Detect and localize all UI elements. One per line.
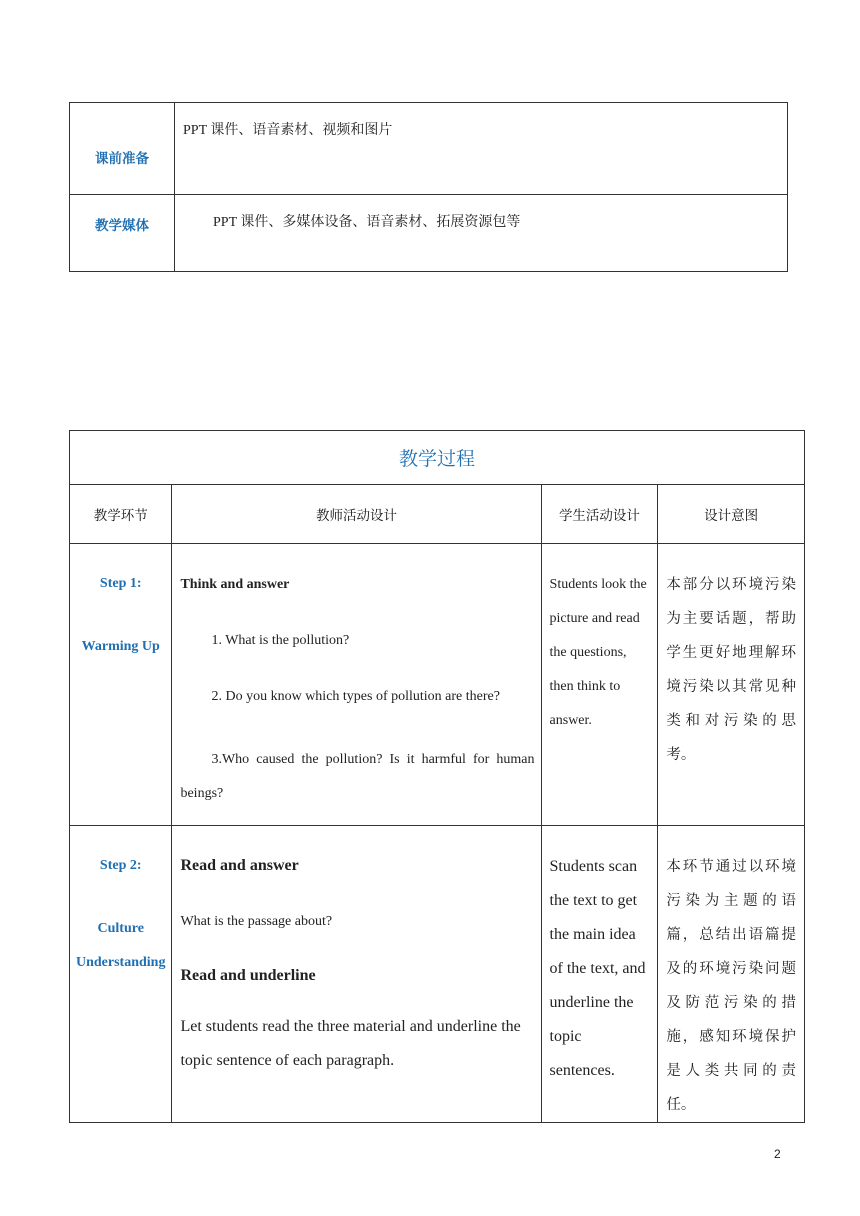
prep-table xyxy=(69,102,788,272)
step1-student xyxy=(541,544,658,826)
step1-stage xyxy=(70,544,172,826)
step1-number: Step 1: xyxy=(99,576,142,591)
step2-teacher xyxy=(172,826,541,1123)
step2-teacher-title-1: Read and answer xyxy=(180,857,299,874)
prep-row-materials xyxy=(70,103,788,195)
step2-instruction: Let students read the three material and underline the topic sentence of each paragraph. xyxy=(180,1018,521,1069)
step2-intent-text: 本环节通过以环境污染为主题的语篇，总结出语篇提及的环境污染问题及防范污染的措施，感知环境保护是人类共同的责任。 xyxy=(666,859,796,1113)
step2-teacher-title-2: Read and underline xyxy=(180,967,316,984)
media-value-text: PPT 课件、多媒体设备、语音素材、拓展资源包等 xyxy=(213,215,521,230)
process-table xyxy=(69,430,805,1123)
step1-question-2: 2. Do you know which types of pollution are there? xyxy=(211,689,500,704)
prep-value-text: PPT 课件、语音素材、视频和图片 xyxy=(183,123,393,138)
step1-row xyxy=(70,544,805,826)
step2-question: What is the passage about? xyxy=(180,914,333,929)
step1-teacher xyxy=(172,544,541,826)
prep-label xyxy=(70,103,175,195)
prep-row-media xyxy=(70,195,788,272)
step2-student xyxy=(541,826,658,1123)
step2-stage xyxy=(70,826,172,1123)
header-student: 学生活动设计 xyxy=(541,485,658,544)
header-intent: 设计意图 xyxy=(658,485,805,544)
prep-value xyxy=(175,103,788,195)
step2-number: Step 2: xyxy=(99,858,142,873)
step1-intent-text: 本部分以环境污染为主要话题，帮助学生更好地理解环境污染以其常见种类和对污染的思考。 xyxy=(666,577,796,763)
step2-student-text: Students scan the text to get the main idea of the text, and underline the topic sentences. xyxy=(549,858,646,1079)
process-title: 教学过程 xyxy=(70,431,805,485)
prep-label-text: 课前准备 xyxy=(95,151,149,167)
media-label xyxy=(70,195,175,272)
step1-question-1: 1. What is the pollution? xyxy=(211,633,350,648)
step2-intent xyxy=(658,826,805,1123)
step1-teacher-title: Think and answer xyxy=(180,577,290,592)
step1-name: Warming Up xyxy=(81,639,160,654)
header-teacher: 教师活动设计 xyxy=(172,485,541,544)
media-value xyxy=(175,195,788,272)
step1-question-3: 3.Who caused the pollution? Is it harmful for human beings? xyxy=(180,752,535,801)
media-label-text: 教学媒体 xyxy=(95,218,149,234)
page-number: 2 xyxy=(774,1147,781,1161)
step1-student-text: Students look the picture and read the questions, then think to answer. xyxy=(549,577,647,728)
step2-row xyxy=(70,826,805,1123)
header-stage: 教学环节 xyxy=(70,485,172,544)
step1-intent xyxy=(658,544,805,826)
process-header-row xyxy=(70,485,805,544)
step2-name: Culture Understanding xyxy=(76,921,166,970)
process-title-row xyxy=(70,431,805,485)
